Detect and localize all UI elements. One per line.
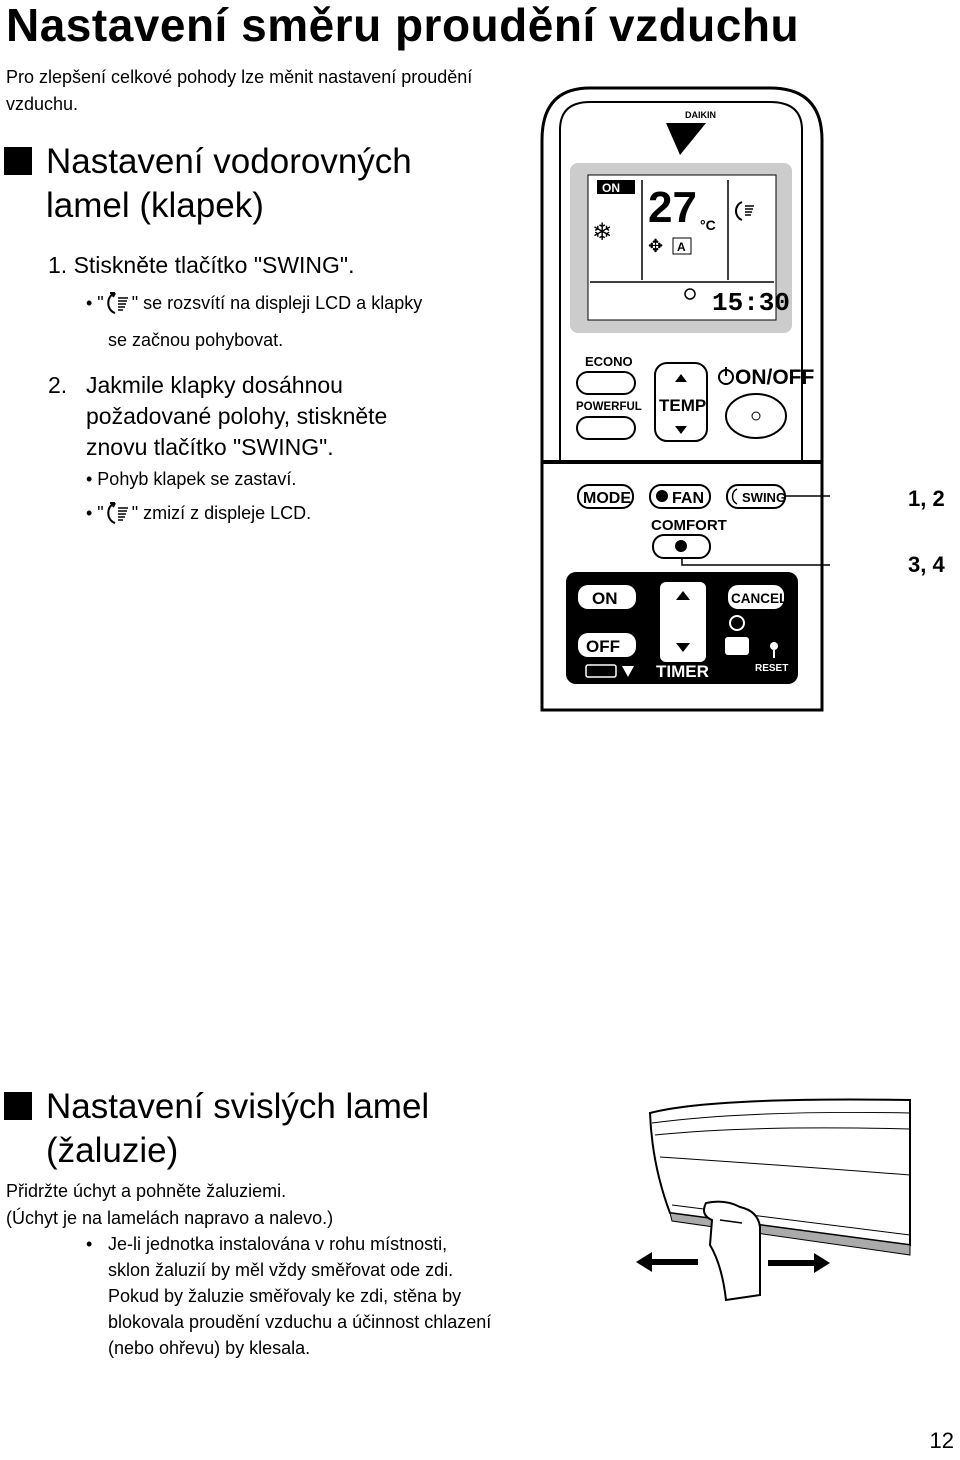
swing-icon (104, 500, 132, 526)
lcd-fan-mode: A (677, 240, 686, 254)
swing-label: SWING (742, 490, 787, 505)
step2-text (86, 370, 486, 463)
section2-heading-line1: Nastavení svislých lamel (46, 1087, 430, 1126)
fan-icon: ✥ (648, 236, 664, 257)
section2-heading (4, 1085, 604, 1173)
remote-control-illustration (530, 80, 830, 715)
section2-heading-line2: (žaluzie) (46, 1131, 179, 1170)
section2-bullet-dot: • (86, 1234, 93, 1254)
reset-button[interactable] (770, 642, 778, 650)
step2-line1: Jakmile klapky dosáhnou (86, 372, 343, 398)
step2-line3: znovu tlačítko "SWING". (86, 434, 334, 460)
step2-bullet2-pre: • " (86, 503, 104, 523)
step2-bullet2-post: " zmizí z displeje LCD. (131, 503, 312, 523)
cancel-label: CANCEL (731, 591, 788, 606)
swing-icon (104, 290, 132, 316)
section2-bullet-line1: Je-li jednotka instalována v rohu místnosti, (108, 1234, 448, 1254)
lcd-unit: °C (700, 217, 716, 233)
fan-label: FAN (672, 490, 704, 507)
powerful-label: POWERFUL (576, 401, 642, 413)
clock-button[interactable] (725, 637, 749, 655)
step2-line2: požadované polohy, stiskněte (86, 403, 388, 429)
callout-swing-steps: 1, 2 (908, 486, 945, 511)
left-arrow-icon (636, 1252, 698, 1272)
step2-bullet1: • Pohyb klapek se zastaví. (86, 469, 297, 489)
step1-bullet-pre: • " (86, 293, 104, 313)
timer-on-label: ON (592, 589, 618, 608)
onoff-label: ON/OFF (735, 366, 815, 389)
hand-illustration (704, 1202, 760, 1300)
section2-bullet-line5: (nebo ohřevu) by klesala. (108, 1338, 311, 1358)
step1-bullet (86, 290, 422, 316)
cool-icon: ❄ (592, 218, 613, 246)
onoff-button[interactable] (726, 394, 786, 438)
temp-label: TEMP (659, 396, 707, 415)
comfort-icon (675, 540, 687, 552)
intro-text: Pro zlepšení celkové pohody lze měnit nastavení proudění vzduchu. (6, 67, 473, 114)
step2-bullet2 (86, 500, 311, 526)
lcd-time: 15:30 (712, 288, 791, 318)
econo-label: ECONO (585, 354, 633, 369)
section2-bullet (108, 1231, 568, 1361)
comfort-label: COMFORT (651, 517, 727, 534)
page-title: Nastavení směru proudění vzduchu (6, 0, 800, 51)
step1-bullet-post: " se rozsvítí na displeji LCD a klapky (131, 293, 423, 313)
fan-button-icon (656, 490, 668, 502)
section1-heading-line2: lamel (klapek) (46, 186, 264, 225)
powerful-button[interactable] (577, 417, 635, 439)
section-bullet-square (4, 1092, 32, 1120)
reset-label: RESET (755, 663, 789, 674)
section1-heading-line1: Nastavení vodorovných (46, 142, 412, 181)
page-number: 12 (929, 1428, 954, 1453)
section2-bullet-line2: sklon žaluzií by měl vždy směřovat ode zdi. (108, 1260, 454, 1280)
lcd-temperature: 27 (648, 183, 697, 232)
step1-text: 1. Stiskněte tlačítko "SWING". (48, 252, 355, 278)
section-bullet-square (4, 147, 32, 175)
indoor-unit-illustration (630, 1095, 920, 1315)
section2-para1: Přidržte úchyt a pohněte žaluziemi. (6, 1181, 287, 1201)
mode-label: MODE (583, 490, 631, 507)
svg-text:DAIKIN: DAIKIN (685, 110, 716, 120)
step2-number: 2. (48, 372, 68, 398)
section2-bullet-line3: Pokud by žaluzie směřovaly ke zdi, stěna by (108, 1286, 462, 1306)
timer-off-label: OFF (586, 637, 620, 656)
section2-bullet-line4: blokovala proudění vzduchu a účinnost chlazení (108, 1312, 492, 1332)
section1-heading (4, 140, 524, 228)
lcd-on-label: ON (602, 181, 620, 195)
callout-comfort-steps: 3, 4 (908, 552, 945, 577)
step1-bullet-line2: se začnou pohybovat. (108, 330, 284, 350)
timer-label: TIMER (656, 662, 709, 681)
econo-button[interactable] (577, 372, 635, 394)
right-arrow-icon (768, 1253, 830, 1273)
section2-para2: (Úchyt je na lamelách napravo a nalevo.) (6, 1208, 334, 1228)
